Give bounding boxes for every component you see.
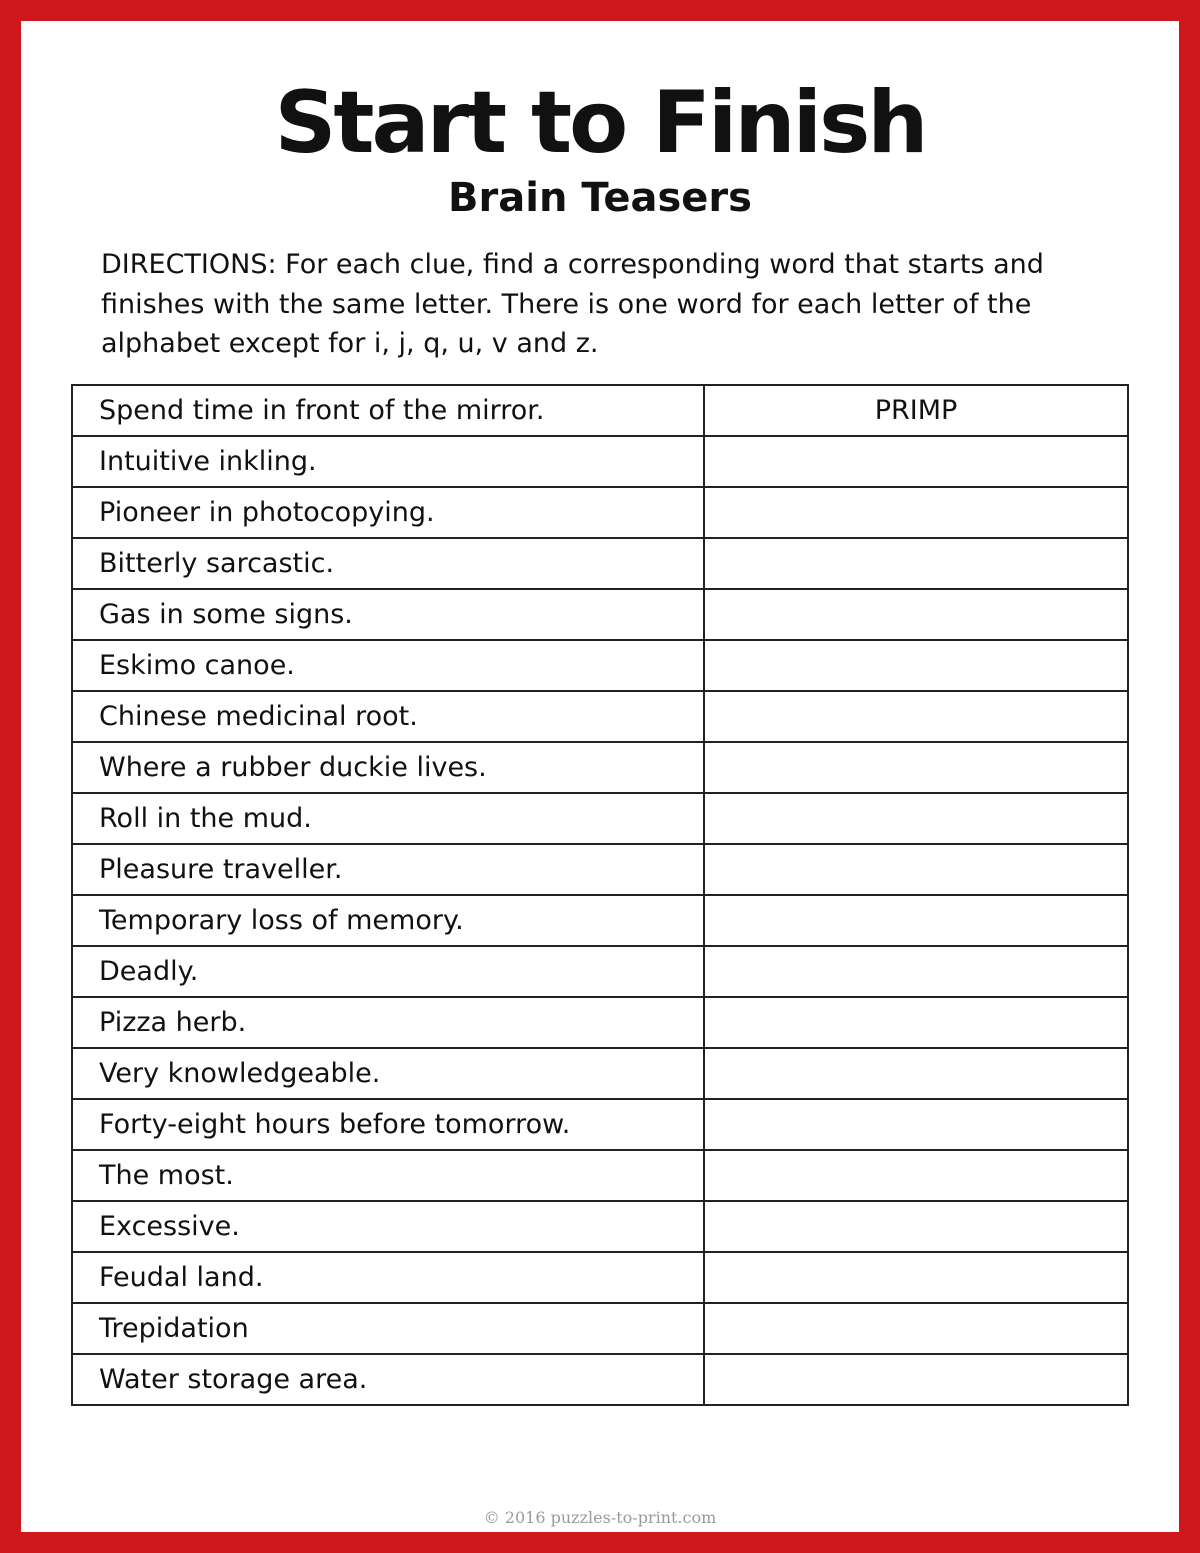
answer-cell[interactable]: [704, 1150, 1128, 1201]
table-row: [72, 436, 1128, 487]
answer-cell[interactable]: [704, 844, 1128, 895]
answer-cell[interactable]: [704, 436, 1128, 487]
table-row: [72, 997, 1128, 1048]
answer-cell[interactable]: [704, 1048, 1128, 1099]
table-row: [72, 1048, 1128, 1099]
clue-cell: Where a rubber duckie lives.: [72, 742, 704, 793]
table-row: [72, 946, 1128, 997]
table-row: [72, 1150, 1128, 1201]
clue-cell: Pleasure traveller.: [72, 844, 704, 895]
directions-text: DIRECTIONS: For each clue, find a corresponding word that starts and finishes with the same letter. There is one word for each letter of the alphabet except for i, j, q, u, v and z.: [101, 249, 1044, 359]
answer-cell[interactable]: PRIMP: [704, 385, 1128, 436]
table-row: [72, 691, 1128, 742]
answer-cell[interactable]: [704, 946, 1128, 997]
answer-cell[interactable]: [704, 1303, 1128, 1354]
clue-cell: The most.: [72, 1150, 704, 1201]
clue-cell: Trepidation: [72, 1303, 704, 1354]
table-row: [72, 1303, 1128, 1354]
clue-cell: Roll in the mud.: [72, 793, 704, 844]
clue-cell: Gas in some signs.: [72, 589, 704, 640]
answer-cell[interactable]: [704, 538, 1128, 589]
table-row: [72, 487, 1128, 538]
answer-cell[interactable]: [704, 589, 1128, 640]
table-row: [72, 589, 1128, 640]
clue-cell: Water storage area.: [72, 1354, 704, 1405]
clue-cell: Bitterly sarcastic.: [72, 538, 704, 589]
answer-cell[interactable]: [704, 640, 1128, 691]
answer-cell[interactable]: [704, 742, 1128, 793]
answer-cell[interactable]: [704, 487, 1128, 538]
answer-cell[interactable]: [704, 1354, 1128, 1405]
answer-cell[interactable]: [704, 1201, 1128, 1252]
clue-cell: Excessive.: [72, 1201, 704, 1252]
clue-cell: Eskimo canoe.: [72, 640, 704, 691]
table-row: [72, 1099, 1128, 1150]
table-row: [72, 385, 1128, 436]
clue-cell: Forty-eight hours before tomorrow.: [72, 1099, 704, 1150]
clue-table: [71, 384, 1129, 1406]
table-row: [72, 538, 1128, 589]
clue-cell: Spend time in front of the mirror.: [72, 385, 704, 436]
table-row: [72, 742, 1128, 793]
answer-cell[interactable]: [704, 1099, 1128, 1150]
clue-cell: Feudal land.: [72, 1252, 704, 1303]
clue-cell: Temporary loss of memory.: [72, 895, 704, 946]
table-row: [72, 1201, 1128, 1252]
clue-table-body: [72, 385, 1128, 1405]
clue-cell: Pioneer in photocopying.: [72, 487, 704, 538]
table-row: [72, 844, 1128, 895]
clue-cell: Pizza herb.: [72, 997, 704, 1048]
answer-cell[interactable]: [704, 691, 1128, 742]
answer-cell[interactable]: [704, 997, 1128, 1048]
page-title: Start to Finish: [274, 73, 926, 173]
clue-cell: Deadly.: [72, 946, 704, 997]
clue-cell: Very knowledgeable.: [72, 1048, 704, 1099]
answer-cell[interactable]: [704, 793, 1128, 844]
page-subtitle: Brain Teasers: [448, 175, 752, 221]
table-row: [72, 1354, 1128, 1405]
answer-cell[interactable]: [704, 1252, 1128, 1303]
answer-cell[interactable]: [704, 895, 1128, 946]
copyright-footer: © 2016 puzzles-to-print.com: [483, 1508, 717, 1527]
table-row: [72, 895, 1128, 946]
table-row: [72, 793, 1128, 844]
clue-cell: Chinese medicinal root.: [72, 691, 704, 742]
table-row: [72, 1252, 1128, 1303]
table-row: [72, 640, 1128, 691]
clue-cell: Intuitive inkling.: [72, 436, 704, 487]
